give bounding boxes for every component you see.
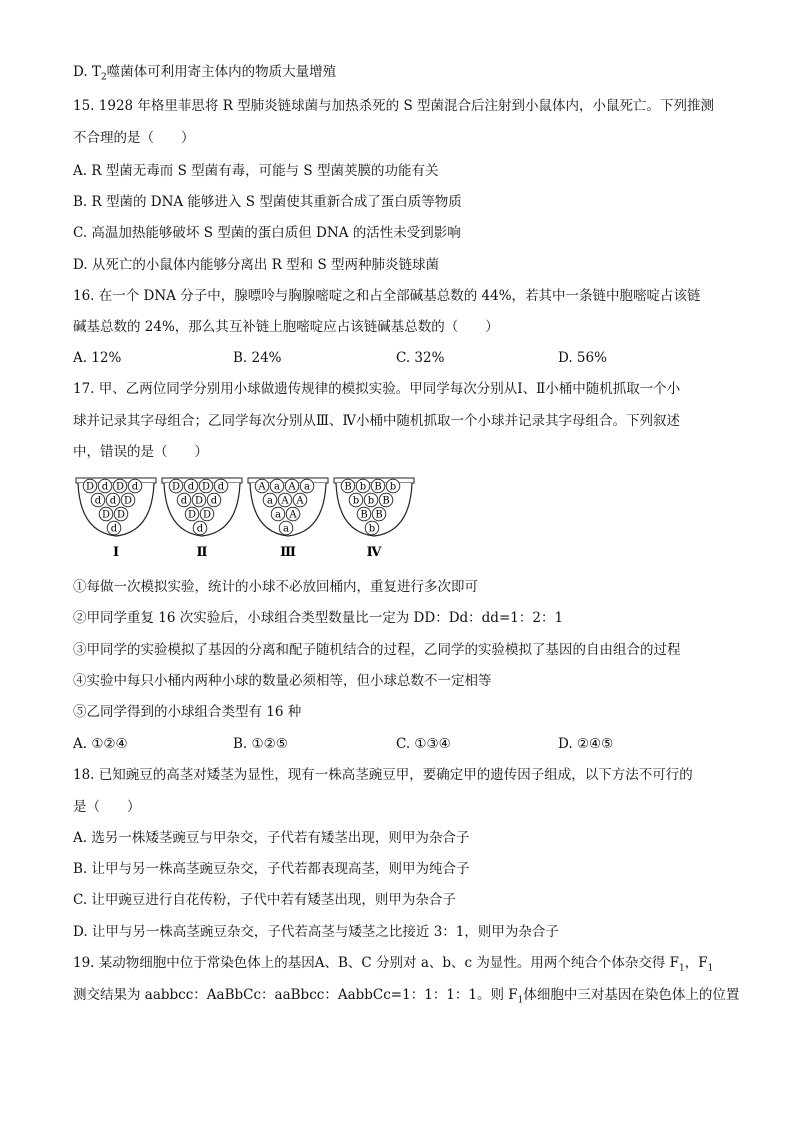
q17-statement-4: ④实验中每只小桶内两种小球的数量必须相等，但小球总数不一定相等 [73,673,492,689]
q17-option-a: A. ①②④ [73,736,128,752]
ball-label: A [281,495,289,507]
ball-label: d [210,495,218,507]
ball-label: d [187,481,195,493]
ball-label: a [274,481,280,493]
q14-option-d-text-rest: 噬菌体可利用寄主体内的物质大量增殖 [106,64,337,80]
ball-label: B [374,481,382,493]
ball-label: a [283,523,289,535]
q16-option-b: B. 24% [233,350,282,366]
q14-option-d-text: D. T [73,64,101,80]
ball-label: b [367,495,375,507]
q15-stem-line2: 不合理的是（ ） [73,130,195,146]
q18-option-a: A. 选另一株矮茎豌豆与甲杂交，子代若有矮茎出现，则甲为杂合子 [73,830,470,846]
q19-stem-line1 [73,953,713,979]
ball-label: a [275,509,281,521]
q17-statement-3: ③甲同学的实验模拟了基因的分离和配子随机结合的过程，乙同学的实验模拟了基因的自由组合的过程 [73,642,681,658]
q17-statement-1: ①每做一次模拟实验，统计的小球不必放回桶内，重复进行多次即可 [73,579,478,595]
q16-option-a: A. 12% [73,350,122,366]
q14-option-d [73,62,336,88]
q15-option-a: A. R 型菌无毒而 S 型菌有毒，可能与 S 型菌荚膜的功能有关 [73,163,439,179]
q19-stem-line1-text: 19. 某动物细胞中位于常染色体上的基因A、B、C 分别对 a、b、c 为显性。用两个纯合个体杂交得 F [73,955,680,971]
ball-label: a [304,481,310,493]
ball-label: D [123,495,133,507]
q19-stem-line2-text-rest: 体细胞中三对基因在染色体上的位置 [523,987,740,1003]
bucket-label: Ⅱ [196,545,208,560]
q18-option-b: B. 让甲与另一株高茎豌豆杂交，子代若都表现高茎，则甲为纯合子 [73,861,470,877]
ball-label: b [368,523,376,535]
q15-option-d: D. 从死亡的小鼠体内能够分离出 R 型和 S 型两种肺炎链球菌 [73,257,440,273]
q15-option-c: C. 高温加热能够破坏 S 型菌的蛋白质但 DNA 的活性未受到影响 [73,225,461,241]
q19-subscript: 1 [707,963,714,974]
ball-label: D [201,481,211,493]
ball-label: B [344,481,352,493]
bucket-2 [162,478,242,560]
q15-stem-line1: 15. 1928 年格里菲思将 R 型肺炎链球菌与加热杀死的 S 型菌混合后注射到小鼠体内，小鼠死亡。下列推测 [73,98,714,114]
q15-option-b: B. R 型菌的 DNA 能够进入 S 型菌使其重新合成了蛋白质等物质 [73,194,462,210]
bucket-label: Ⅰ [112,545,120,560]
q18-option-d: D. 让甲与另一株高茎豌豆杂交，子代若高茎与矮茎之比接近 3：1，则甲为杂合子 [73,924,559,940]
q17-stem-line3: 中，错误的是（ ） [73,444,208,460]
ball-label: a [267,495,273,507]
q19-stem-line2-text: 测交结果为 aabbcc：AaBbCc：aaBbcc：AabbCc=1：1：1：1。则 F [73,987,518,1003]
ball-label: D [187,509,197,521]
q19-subscript: 1 [679,963,685,974]
ball-label: A [289,509,297,521]
q19-stem-line2 [73,985,739,1011]
ball-label: B [382,495,390,507]
bucket-label: Ⅲ [280,545,296,560]
q14-option-d-subscript: 2 [100,72,107,83]
q17-option-b: B. ①②⑤ [233,736,288,752]
bucket-3 [248,478,328,560]
q17-buckets-figure [74,470,424,570]
bucket-4 [334,478,414,560]
q19-subscript: 1 [517,995,524,1006]
q17-option-c: C. ①③④ [396,736,451,752]
q17-statement-5: ⑤乙同学得到的小球组合类型有 16 种 [73,704,302,720]
ball-label: D [115,481,125,493]
ball-label: d [109,495,117,507]
ball-label: b [352,495,360,507]
q18-stem-line1: 18. 已知豌豆的高茎对矮茎为显性，现有一株高茎豌豆甲，要确定甲的遗传因子组成，以下方法不可行的 [73,767,693,783]
q16-stem-line2: 碱基总数的 24%，那么其互补链上胞嘧啶应占该链碱基总数的（ ） [73,319,499,335]
ball-label: d [131,481,139,493]
q16-option-c: C. 32% [396,350,445,366]
ball-label: D [85,481,95,493]
bucket-1 [76,478,156,560]
q16-option-d: D. 56% [558,350,607,366]
ball-label: D [202,509,212,521]
ball-label: d [196,523,204,535]
ball-label: B [360,509,368,521]
ball-label: A [258,481,266,493]
ball-label: D [101,509,111,521]
q18-stem-line2: 是（ ） [73,799,141,815]
ball-label: d [180,495,188,507]
ball-label: A [296,495,304,507]
ball-label: B [375,509,383,521]
q19-stem-line1-mid: ，F [684,955,708,971]
q18-option-c: C. 让甲豌豆进行自花传粉，子代中若有矮茎出现，则甲为杂合子 [73,892,456,908]
ball-label: d [101,481,109,493]
ball-label: A [288,481,296,493]
q17-option-d: D. ②④⑤ [558,736,614,752]
ball-label: D [116,509,126,521]
ball-label: D [171,481,181,493]
q16-stem-line1: 16. 在一个 DNA 分子中，腺嘌呤与胸腺嘧啶之和占全部碱基总数的 44%，若其中一条链中胞嘧啶占该链 [73,288,701,304]
q17-stem-line2: 球并记录其字母组合；乙同学每次分别从Ⅲ、Ⅳ小桶中随机抓取一个小球并记录其字母组合。下列叙述 [73,413,681,429]
ball-label: d [217,481,225,493]
ball-label: d [110,523,118,535]
bucket-label: Ⅳ [366,545,382,560]
ball-label: b [359,481,367,493]
ball-label: d [94,495,102,507]
ball-label: b [389,481,397,493]
ball-label: D [194,495,204,507]
q17-stem-line1: 17. 甲、乙两位同学分别用小球做遗传规律的模拟实验。甲同学每次分别从Ⅰ、Ⅱ小桶中随机抓取一个小 [73,381,681,397]
q17-statement-2: ②甲同学重复 16 次实验后，小球组合类型数量比一定为 DD：Dd：dd=1：2：1 [73,610,564,626]
